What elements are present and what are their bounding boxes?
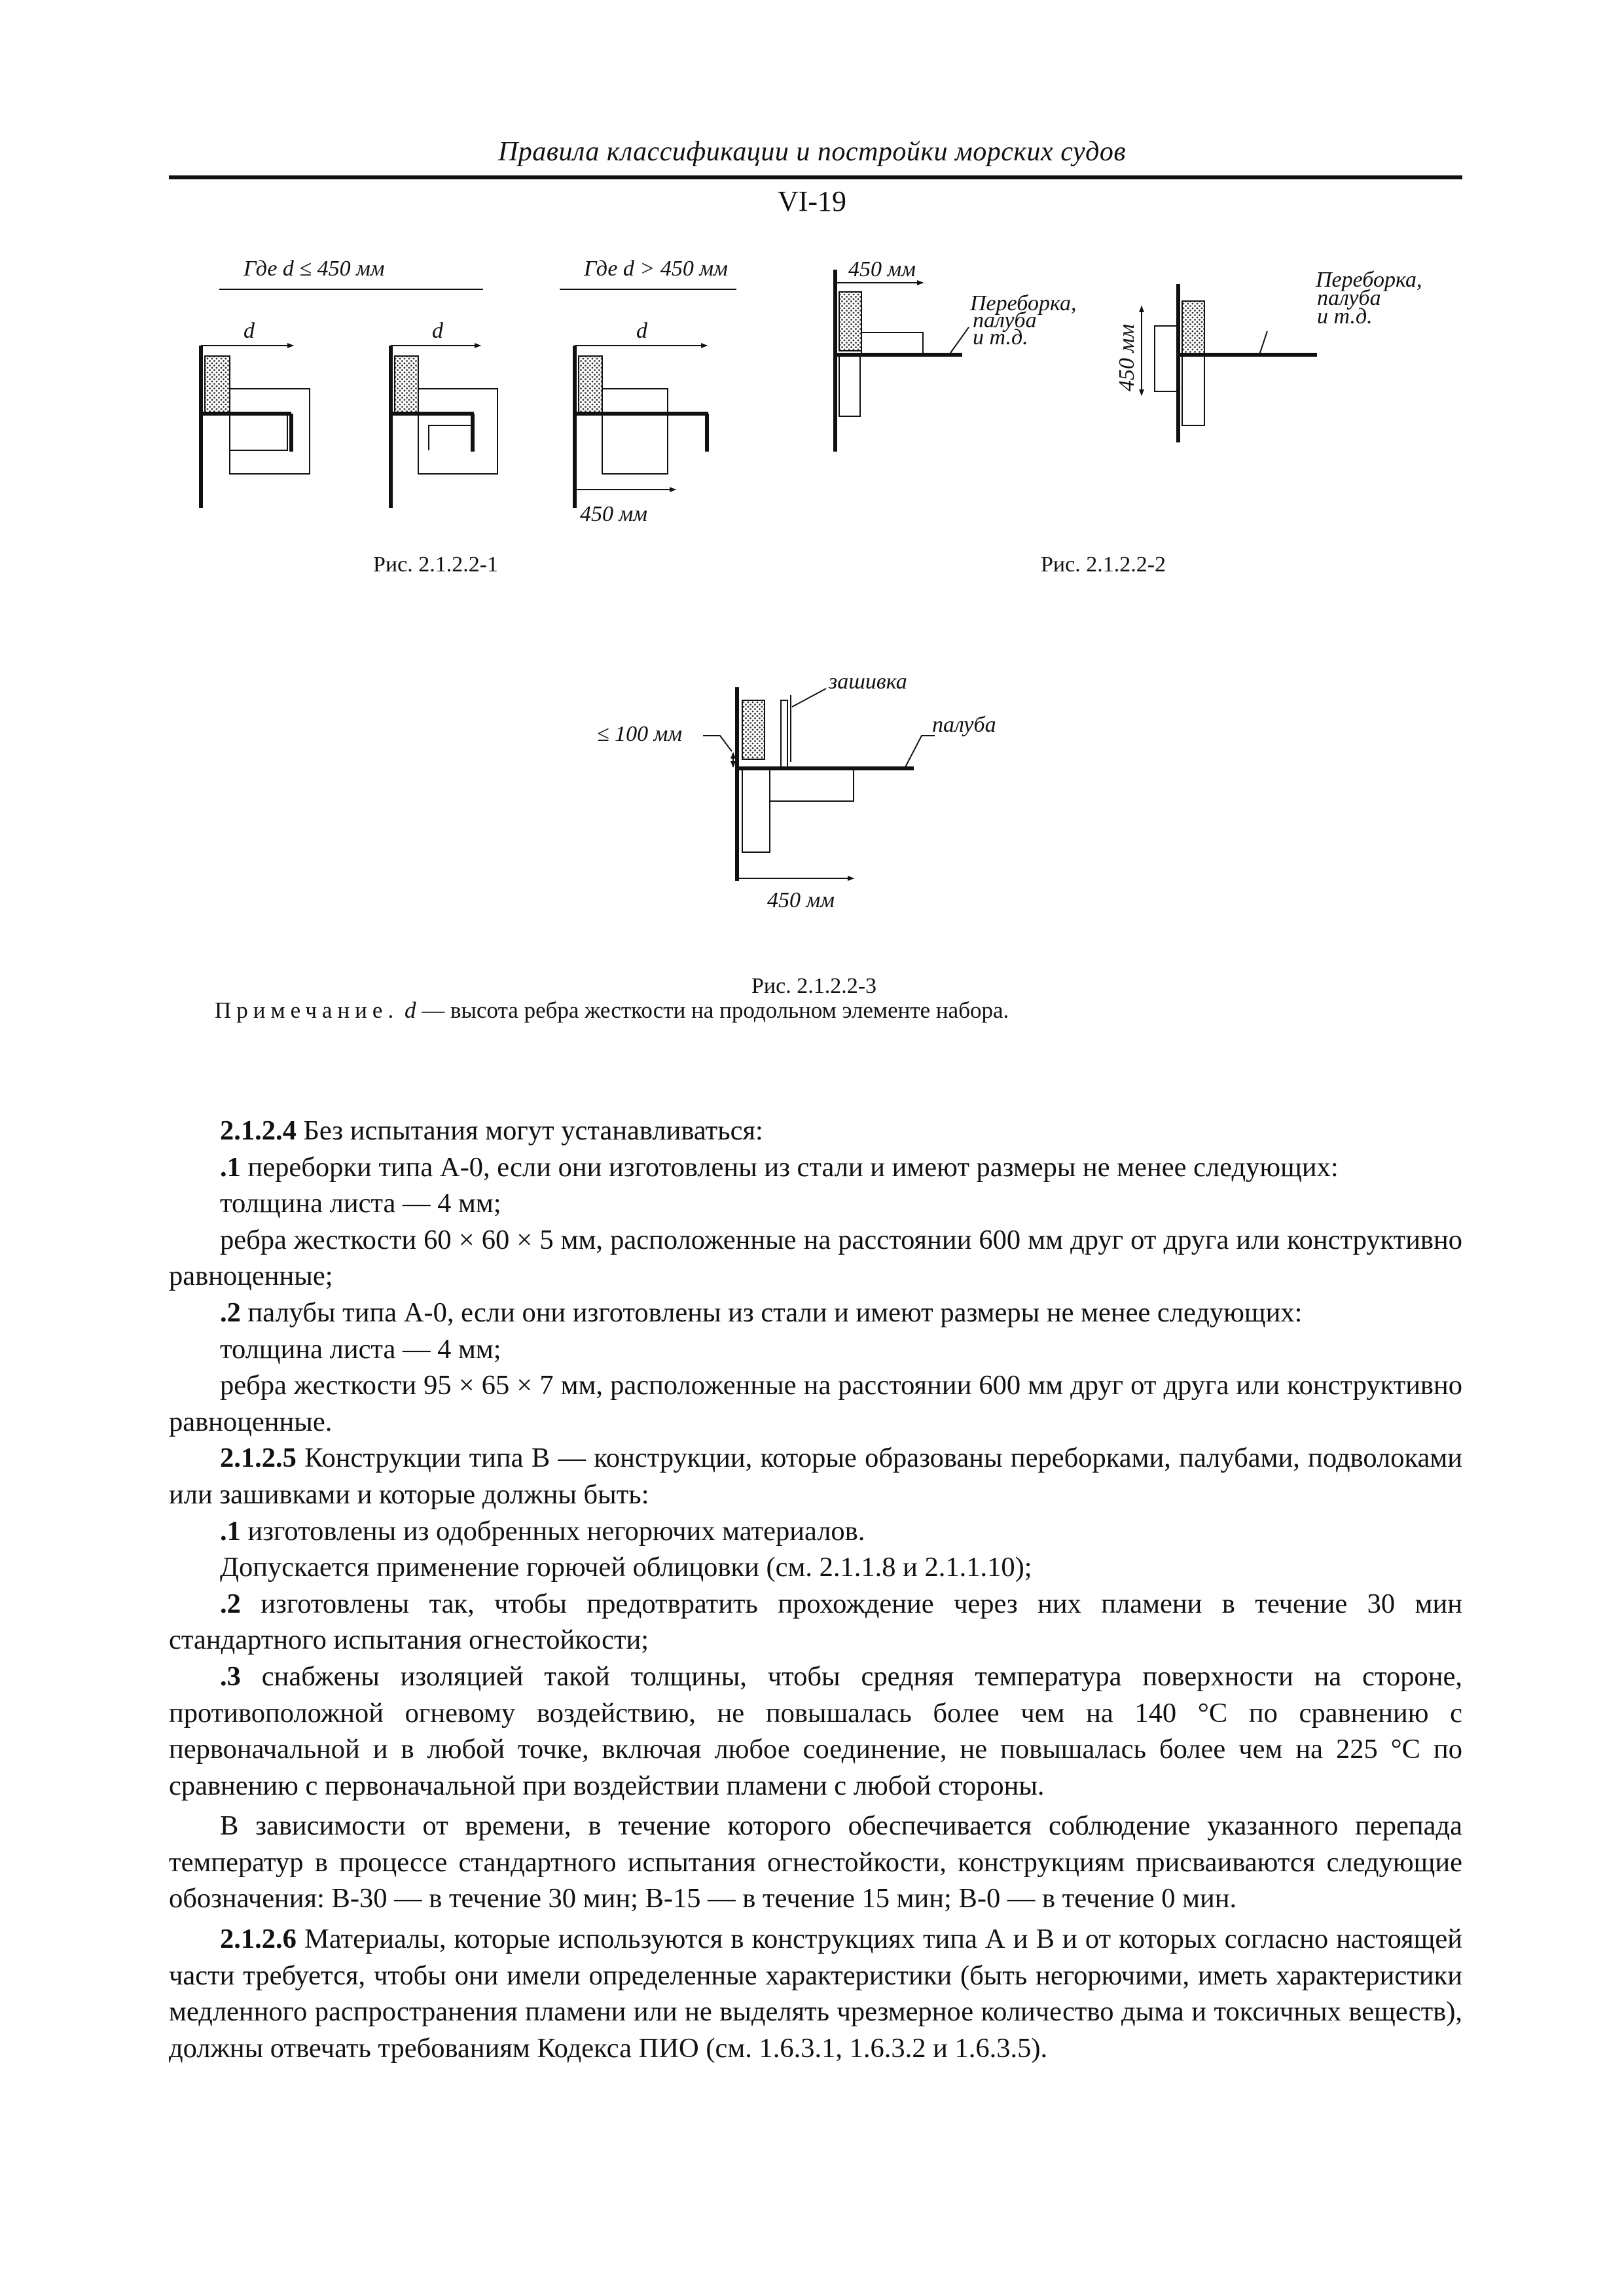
- clause-number: .1: [220, 1515, 241, 1547]
- running-header-title: Правила классификации и постройки морских судов: [497, 137, 1127, 167]
- clause-number: 2.1.2.6: [220, 1924, 297, 1955]
- fig2-diagram-b: [1115, 268, 1422, 442]
- figures-canvas: [0, 0, 1624, 982]
- paragraph-text: снабжены изоляцией такой толщины, чтобы средняя температура поверхности на стороне, противоположной огневому воздействию, не повышалась более чем на 140 °С по сравнению с первоначальной и в любой точке, включая любое соединение, не повышалась более чем на 225 °С по сравнению с первоначальной при воздействии пламени с любой стороны.: [169, 1660, 1462, 1801]
- paragraph: [169, 1659, 1462, 1804]
- clause-number: .1: [220, 1151, 241, 1183]
- figure-2-1-2-2-1: [201, 257, 736, 526]
- figure-note: [215, 997, 1009, 1024]
- paragraph-text: изготовлены так, чтобы предотвратить прохождение через них пламени в течение 30 мин стандартного испытания огнестойкости;: [169, 1588, 1463, 1656]
- fig3-lining-label: зашивка: [829, 670, 907, 694]
- paragraph-text: Без испытания могут устанавливаться:: [303, 1115, 763, 1146]
- paragraph: Допускается применение горючей облицовки (см. 2.1.1.8 и 2.1.1.10);: [220, 1552, 1032, 1583]
- fig3-gap-label: ≤ 100 мм: [597, 722, 683, 746]
- paragraph: [169, 1513, 1462, 1550]
- paragraph-text: переборки типа А-0, если они изготовлены из стали и имеют размеры не менее следующих:: [247, 1151, 1339, 1183]
- fig2-top-dim-label: 450 мм: [848, 257, 916, 281]
- fig2b-callout-line3: и т.д.: [1317, 304, 1373, 329]
- fig1-diagram-c: [575, 319, 708, 526]
- body-text: [169, 1113, 1462, 2066]
- paragraph-text: палубы типа А-0, если они изготовлены из стали и имеют размеры не менее следующих:: [247, 1297, 1303, 1328]
- paragraph: ребра жесткости 95 × 65 × 7 мм, расположенные на расстоянии 600 мм друг от друга или конструктивно равноценные.: [169, 1370, 1462, 1437]
- fig2-vertical-dim-label: 450 мм: [1115, 324, 1139, 391]
- fig1-d-label-c: d: [636, 319, 647, 343]
- clause-number: .2: [220, 1297, 241, 1328]
- page-number: VI-19: [777, 185, 847, 217]
- fig2b-callout-line2: палуба: [1317, 286, 1381, 310]
- paragraph: В зависимости от времени, в течение которого обеспечивается соблюдение указанного перепада температур в процессе стандартного испытания огнестойкости, конструкциям присваиваются следующие обозначения: В-30 — в течение 30 мин; В-15 — в течение 15 мин; В-0 — в течение 0 мин.: [169, 1810, 1462, 1914]
- clause-number: .3: [220, 1660, 241, 1692]
- paragraph-text: изготовлены из одобренных негорючих материалов.: [247, 1515, 865, 1547]
- fig3-dim-label: 450 мм: [767, 888, 835, 912]
- clause-number: 2.1.2.5: [220, 1443, 297, 1474]
- fig2-caption: Рис. 2.1.2.2-2: [1041, 552, 1166, 577]
- fig1-d-label-b: d: [432, 319, 443, 343]
- fig3-deck-label: палуба: [932, 713, 996, 737]
- fig2-diagram-a: [835, 257, 1077, 452]
- fig1-dim-label: 450 мм: [580, 502, 647, 526]
- fig1-caption: Рис. 2.1.2.2-1: [373, 552, 499, 577]
- note-label: Примечание.: [215, 997, 399, 1023]
- fig3-caption: Рис. 2.1.2.2-3: [751, 974, 877, 998]
- paragraph: [169, 1586, 1462, 1659]
- paragraph: [169, 1440, 1462, 1513]
- fig2a-callout-line3: и т.д.: [973, 325, 1028, 350]
- clause-number: .2: [220, 1588, 241, 1619]
- fig1-d-label-a: d: [244, 319, 255, 343]
- paragraph-text: Конструкции типа В — конструкции, которые образованы переборками, палубами, подволоками или зашивками и которые должны быть:: [169, 1443, 1463, 1510]
- paragraph: [169, 1921, 1462, 2066]
- note-variable: d: [404, 997, 416, 1023]
- fig1-right-heading: Где d > 450 мм: [584, 257, 728, 281]
- paragraph: толщина листа — 4 мм;: [220, 1188, 501, 1219]
- figure-2-1-2-2-2: [835, 257, 1422, 452]
- fig1-diagram-b: [391, 319, 497, 508]
- fig1-diagram-a: [201, 319, 310, 508]
- paragraph: ребра жесткости 60 × 60 × 5 мм, расположенные на расстоянии 600 мм друг от друга или конструктивно равноценные;: [169, 1224, 1462, 1292]
- clause-number: 2.1.2.4: [220, 1115, 297, 1146]
- fig2a-callout-line1: Переборка,: [970, 291, 1077, 315]
- paragraph-text: Материалы, которые используются в конструкциях типа А и В и от которых согласно настоящей части требуется, чтобы они имели определенные характеристики (быть негорючими, иметь характеристики медленного распространения пламени или не выделять чрезмерное количество дыма и токсичных веществ), должны отвечать требованиям Кодекса ПИО (см. 1.6.3.1, 1.6.3.2 и 1.6.3.5).: [169, 1924, 1462, 2064]
- paragraph: [169, 1295, 1462, 1331]
- note-text: — высота ребра жесткости на продольном элементе набора.: [422, 997, 1009, 1023]
- figure-2-1-2-2-3: [597, 670, 996, 912]
- fig1-left-heading: Где d ≤ 450 мм: [244, 257, 385, 281]
- paragraph: толщина листа — 4 мм;: [220, 1333, 501, 1365]
- fig2a-callout-line2: палуба: [973, 308, 1037, 332]
- paragraph: [169, 1113, 1462, 1149]
- paragraph: [169, 1149, 1462, 1186]
- fig2b-callout-line1: Переборка,: [1316, 268, 1422, 292]
